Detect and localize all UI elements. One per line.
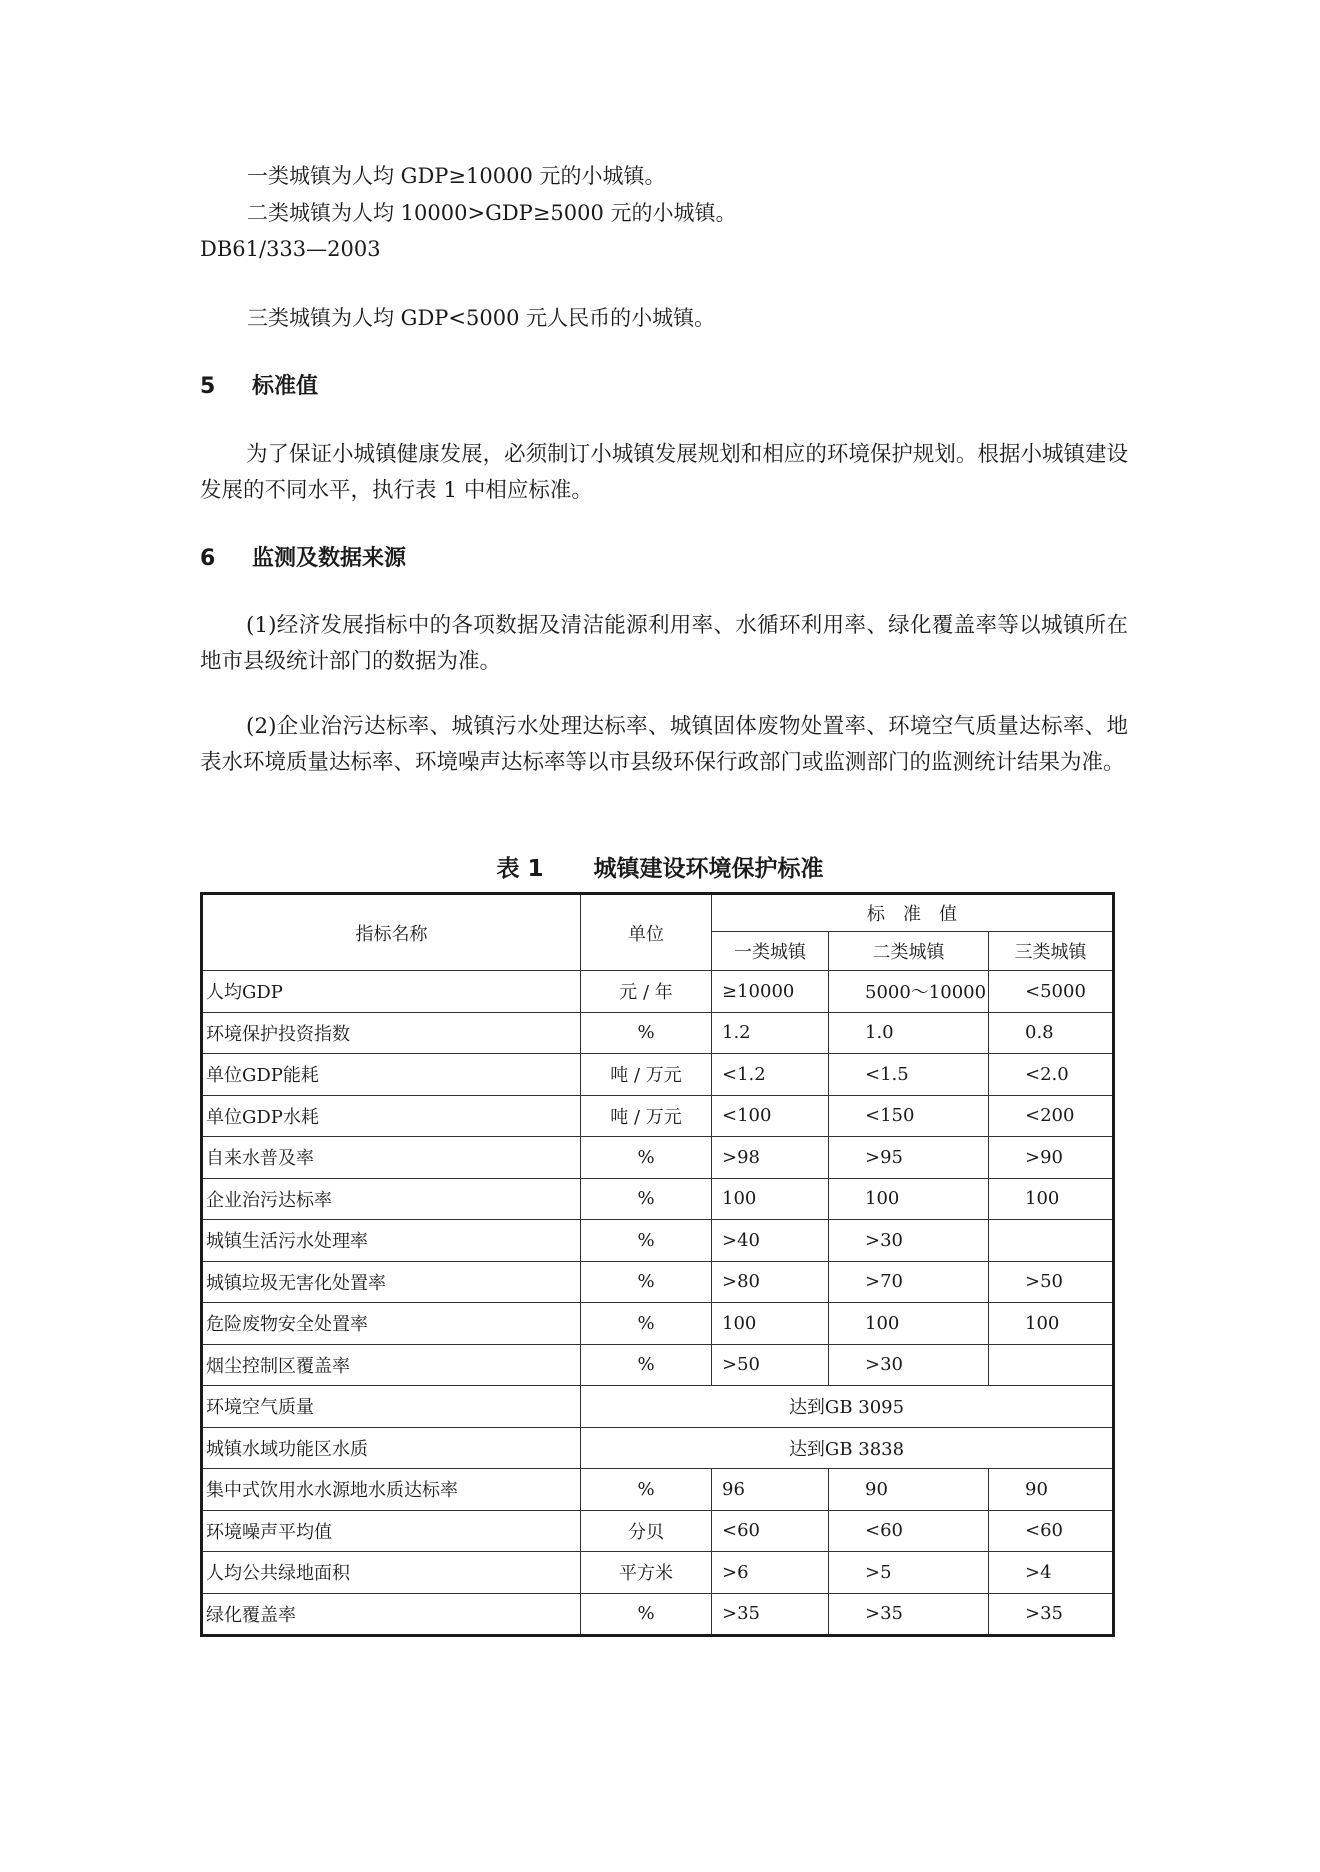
class1-value: <60 xyxy=(712,1510,829,1552)
class1-value: 96 xyxy=(712,1469,829,1511)
class1-value: <1.2 xyxy=(712,1054,829,1096)
table-row xyxy=(202,1427,1114,1469)
table-row xyxy=(202,971,1114,1013)
indicator-name: 自来水普及率 xyxy=(202,1137,581,1179)
section-5-body: 为了保证小城镇健康发展，必须制订小城镇发展规划和相应的环境保护规划。根据小城镇建设发展的不同水平，执行表 1 中相应标准。 xyxy=(200,442,1128,503)
indicator-name: 单位GDP水耗 xyxy=(202,1095,581,1137)
table-caption-title: 城镇建设环境保护标准 xyxy=(593,856,824,882)
class2-value: 1.0 xyxy=(829,1012,989,1054)
class2-value: >5 xyxy=(829,1552,989,1594)
indicator-name: 城镇生活污水处理率 xyxy=(202,1220,581,1262)
standard-merged: 达到GB 3095 xyxy=(581,1386,1114,1428)
indicator-name: 企业治污达标率 xyxy=(202,1178,581,1220)
class2-value: >95 xyxy=(829,1137,989,1179)
class2-value: 100 xyxy=(829,1303,989,1345)
section-number: 5 xyxy=(200,374,216,399)
header-class2: 二类城镇 xyxy=(829,932,989,971)
class1-value: 100 xyxy=(712,1178,829,1220)
class1-value: 100 xyxy=(712,1303,829,1345)
table-caption xyxy=(0,858,1320,881)
table-row xyxy=(202,1012,1114,1054)
class3-value: <200 xyxy=(989,1095,1114,1137)
class3-value: 90 xyxy=(989,1469,1114,1511)
class1-value: >98 xyxy=(712,1137,829,1179)
indicator-name: 城镇垃圾无害化处置率 xyxy=(202,1261,581,1303)
class1-value: >40 xyxy=(712,1220,829,1262)
table-row xyxy=(202,1178,1114,1220)
class2-definition: 二类城镇为人均 10000>GDP≥5000 元的小城镇。 xyxy=(247,201,737,225)
class3-value: >90 xyxy=(989,1137,1114,1179)
unit-cell: 元 / 年 xyxy=(581,971,712,1013)
header-class3: 三类城镇 xyxy=(989,932,1114,971)
class3-value xyxy=(989,1344,1114,1386)
class2-value: >30 xyxy=(829,1220,989,1262)
class1-value: >50 xyxy=(712,1344,829,1386)
class2-value: >70 xyxy=(829,1261,989,1303)
header-unit: 单位 xyxy=(581,894,712,971)
class2-value: >30 xyxy=(829,1344,989,1386)
unit-cell: % xyxy=(581,1344,712,1386)
indicator-name: 环境噪声平均值 xyxy=(202,1510,581,1552)
unit-cell: % xyxy=(581,1137,712,1179)
unit-cell: % xyxy=(581,1261,712,1303)
class3-value: 100 xyxy=(989,1178,1114,1220)
section-number: 6 xyxy=(200,546,216,571)
class2-value: 100 xyxy=(829,1178,989,1220)
section-title: 监测及数据来源 xyxy=(252,546,407,571)
class1-value: ≥10000 xyxy=(712,971,829,1013)
table-row xyxy=(202,1469,1114,1511)
class1-definition: 一类城镇为人均 GDP≥10000 元的小城镇。 xyxy=(247,164,666,188)
class3-value: <60 xyxy=(989,1510,1114,1552)
table-header-row xyxy=(202,894,1114,932)
header-indicator: 指标名称 xyxy=(202,894,581,971)
class2-value: <150 xyxy=(829,1095,989,1137)
section-title: 标准值 xyxy=(252,374,319,399)
monitoring-item-1: (1)经济发展指标中的各项数据及清洁能源利用率、水循环利用率、绿化覆盖率等以城镇所在地市县级统计部门的数据为准。 xyxy=(200,613,1128,674)
indicator-name: 单位GDP能耗 xyxy=(202,1054,581,1096)
unit-cell: % xyxy=(581,1303,712,1345)
table-row xyxy=(202,1552,1114,1594)
table-row xyxy=(202,1593,1114,1636)
header-class1: 一类城镇 xyxy=(712,932,829,971)
class1-value: >35 xyxy=(712,1593,829,1636)
standards-table xyxy=(200,892,1115,1637)
indicator-name: 城镇水域功能区水质 xyxy=(202,1427,581,1469)
class2-value: 5000～10000 xyxy=(829,971,989,1013)
section-6-heading xyxy=(200,548,406,570)
unit-cell: 吨 / 万元 xyxy=(581,1095,712,1137)
indicator-name: 人均公共绿地面积 xyxy=(202,1552,581,1594)
class1-value: <100 xyxy=(712,1095,829,1137)
table-row xyxy=(202,1510,1114,1552)
unit-cell: % xyxy=(581,1220,712,1262)
unit-cell: 平方米 xyxy=(581,1552,712,1594)
table-row xyxy=(202,1303,1114,1345)
class3-value: >4 xyxy=(989,1552,1114,1594)
class3-value: <5000 xyxy=(989,971,1114,1013)
class3-definition: 三类城镇为人均 GDP<5000 元人民币的小城镇。 xyxy=(247,306,716,330)
unit-cell: 吨 / 万元 xyxy=(581,1054,712,1096)
class3-value: 100 xyxy=(989,1303,1114,1345)
unit-cell: % xyxy=(581,1593,712,1636)
class3-value xyxy=(989,1220,1114,1262)
indicator-name: 危险废物安全处置率 xyxy=(202,1303,581,1345)
indicator-name: 集中式饮用水水源地水质达标率 xyxy=(202,1469,581,1511)
class1-value: >80 xyxy=(712,1261,829,1303)
table-row xyxy=(202,1261,1114,1303)
table-row xyxy=(202,1344,1114,1386)
class3-value: >35 xyxy=(989,1593,1114,1636)
section-5-heading xyxy=(200,376,318,398)
document-code: DB61/333—2003 xyxy=(200,237,381,261)
table-row xyxy=(202,1220,1114,1262)
indicator-name: 环境空气质量 xyxy=(202,1386,581,1428)
table-row xyxy=(202,1054,1114,1096)
class2-value: <60 xyxy=(829,1510,989,1552)
standard-merged: 达到GB 3838 xyxy=(581,1427,1114,1469)
monitoring-item-2: (2)企业治污达标率、城镇污水处理达标率、城镇固体废物处置率、环境空气质量达标率、地表水环境质量达标率、环境噪声达标率等以市县级环保行政部门或监测部门的监测统计结果为准。 xyxy=(200,714,1128,775)
class3-value: <2.0 xyxy=(989,1054,1114,1096)
unit-cell: % xyxy=(581,1469,712,1511)
table-row xyxy=(202,1137,1114,1179)
class2-value: 90 xyxy=(829,1469,989,1511)
table-row xyxy=(202,1386,1114,1428)
indicator-name: 人均GDP xyxy=(202,971,581,1013)
unit-cell: % xyxy=(581,1012,712,1054)
class1-value: 1.2 xyxy=(712,1012,829,1054)
unit-cell: 分贝 xyxy=(581,1510,712,1552)
table-caption-number: 表 1 xyxy=(496,856,544,882)
class1-value: >6 xyxy=(712,1552,829,1594)
class2-value: >35 xyxy=(829,1593,989,1636)
table-row xyxy=(202,1095,1114,1137)
class2-value: <1.5 xyxy=(829,1054,989,1096)
class3-value: 0.8 xyxy=(989,1012,1114,1054)
class3-value: >50 xyxy=(989,1261,1114,1303)
header-standard-value: 标 准 值 xyxy=(712,894,1114,932)
indicator-name: 环境保护投资指数 xyxy=(202,1012,581,1054)
indicator-name: 烟尘控制区覆盖率 xyxy=(202,1344,581,1386)
unit-cell: % xyxy=(581,1178,712,1220)
indicator-name: 绿化覆盖率 xyxy=(202,1593,581,1636)
